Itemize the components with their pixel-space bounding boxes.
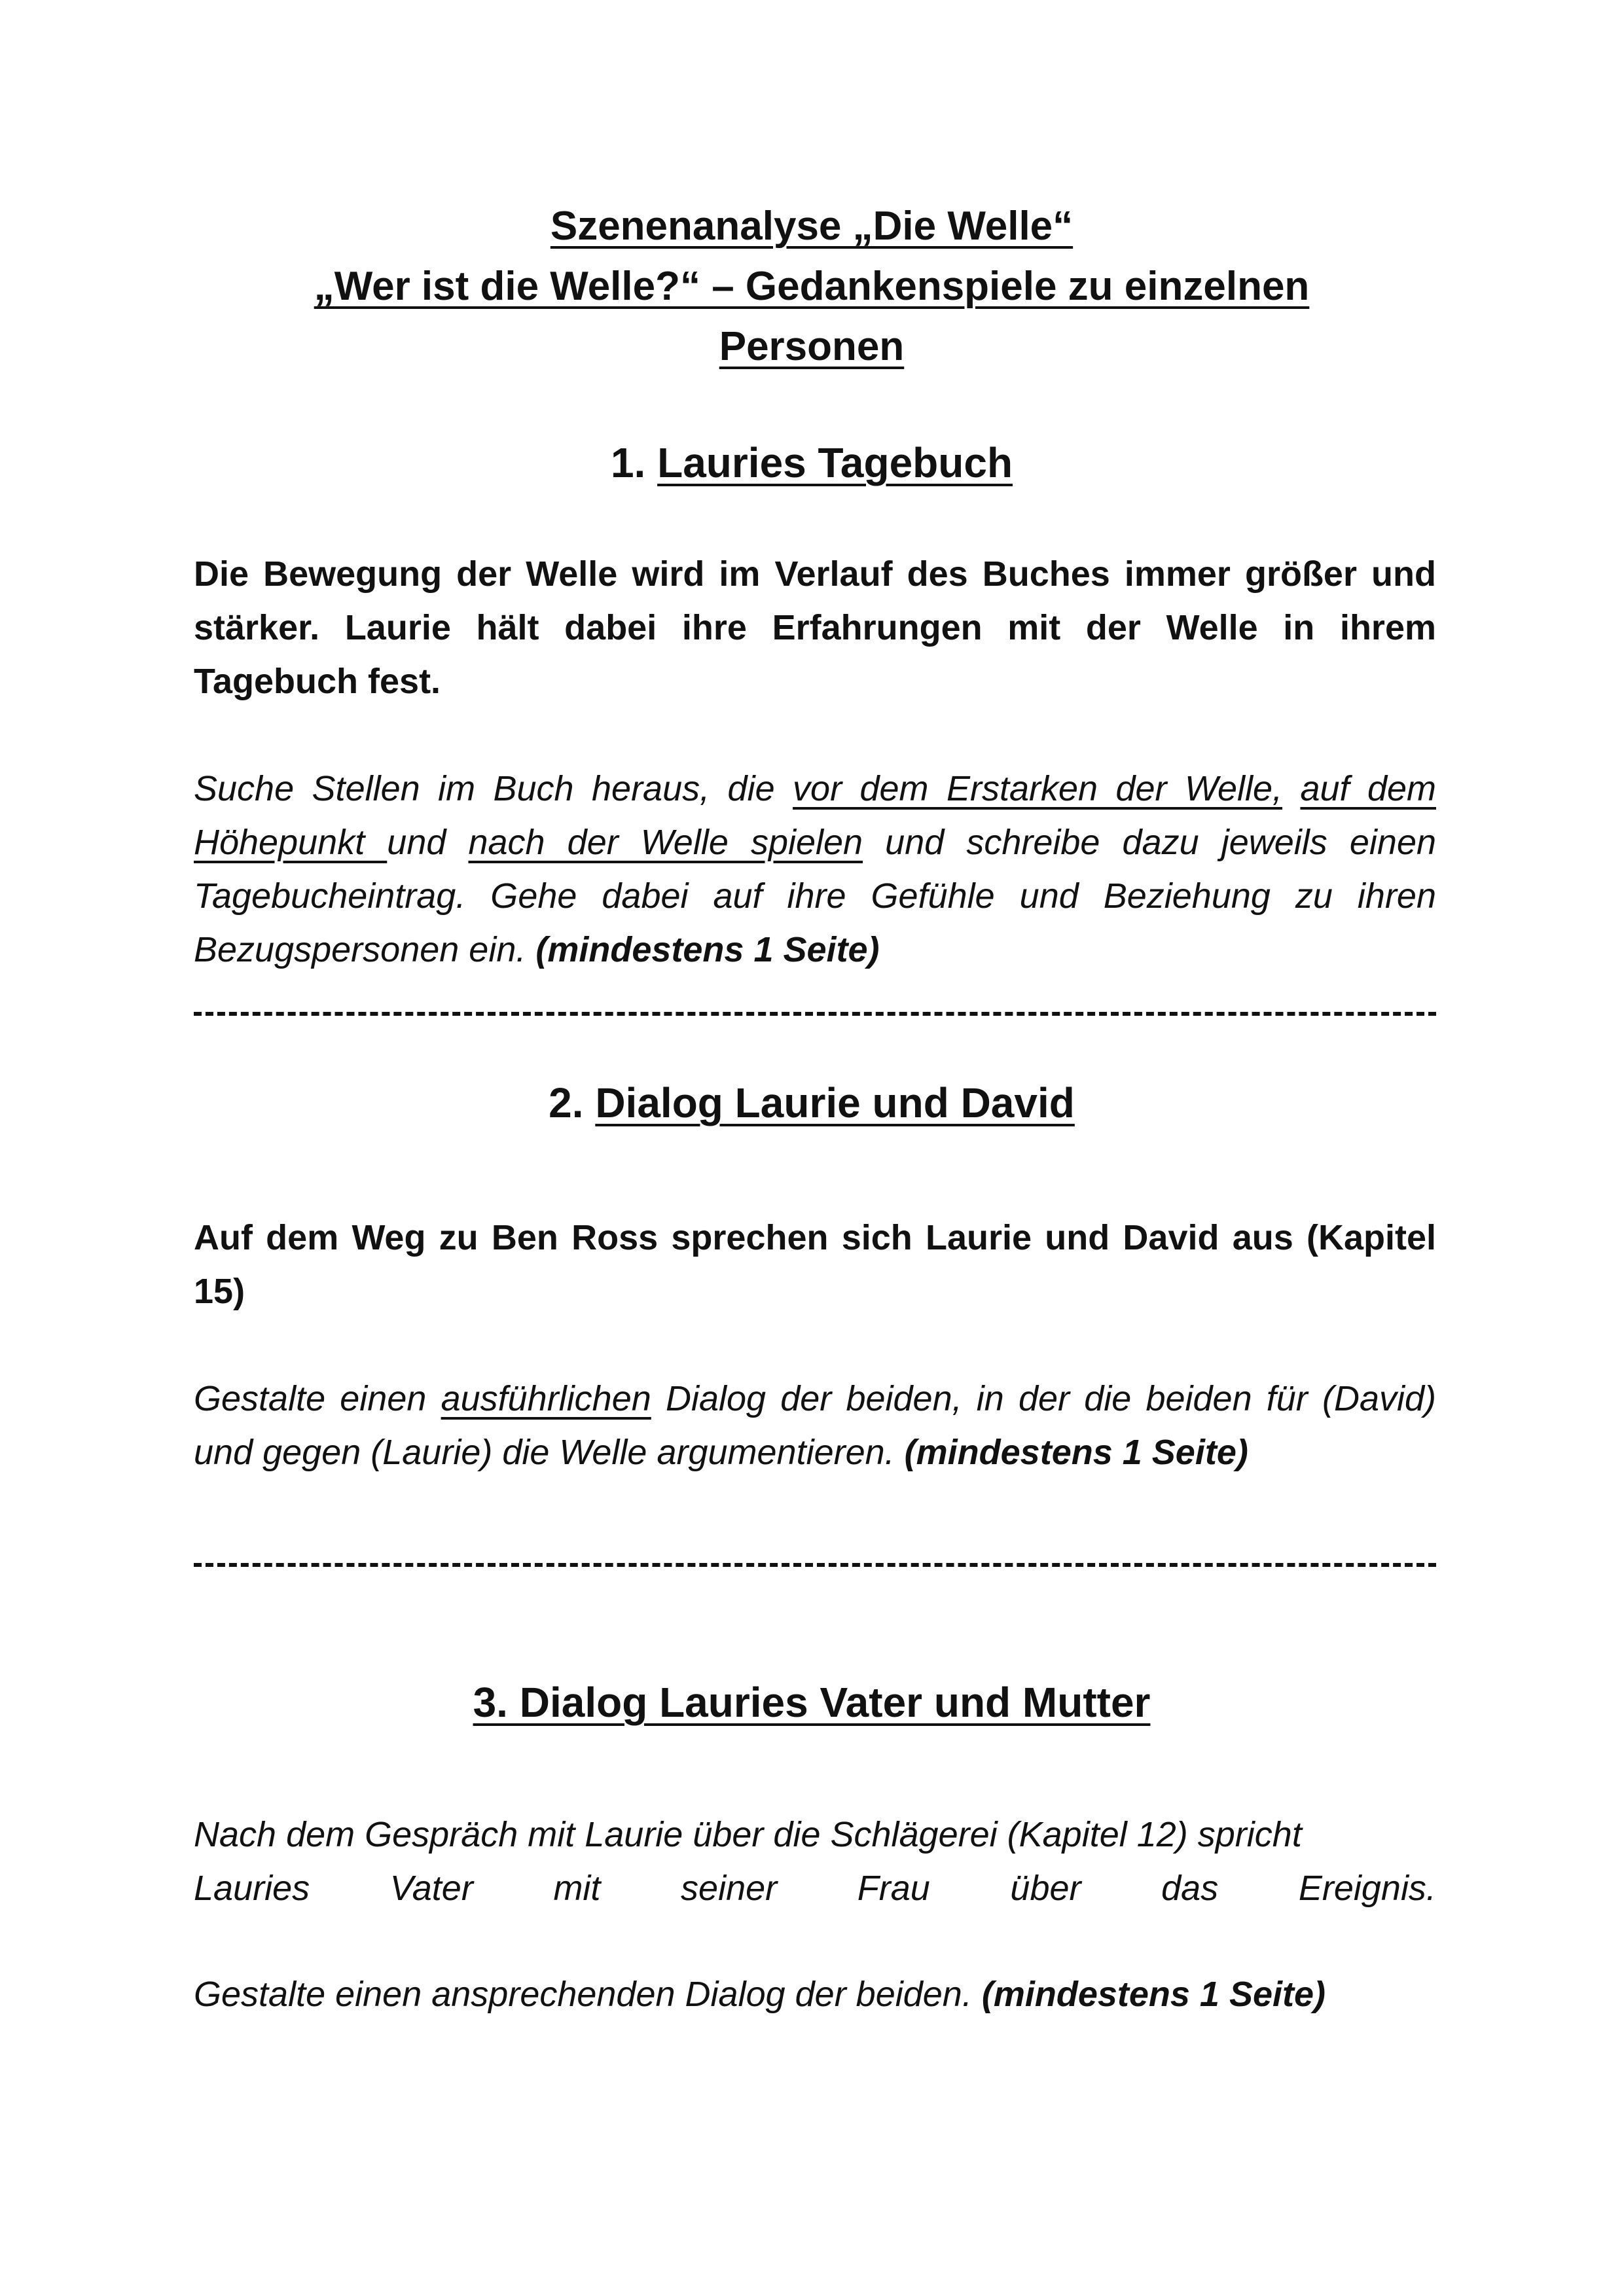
task-minimum-length: (mindestens 1 Seite) xyxy=(535,930,880,969)
section-3-heading xyxy=(170,1673,1453,1732)
situation-line-1: Nach dem Gespräch mit Laurie über die Schlägerei (Kapitel 12) spricht xyxy=(194,1815,1302,1854)
section-2-intro: Auf dem Weg zu Ben Ross sprechen sich Laurie und David aus (Kapitel 15) xyxy=(194,1218,1436,1311)
divider-line xyxy=(194,1012,1436,1016)
divider-line xyxy=(194,1563,1436,1567)
task-underline-before: vor dem Erstarken der Welle, xyxy=(793,769,1283,808)
section-2-task: Gestalte einen ausführlichen Dialog der beiden, in der die beiden für (David) und gegen (Laurie) die Welle argumentieren. (mindestens 1 Seite) xyxy=(194,1379,1436,1472)
task-minimum-length: (mindestens 1 Seite) xyxy=(981,1975,1326,2014)
worksheet-title xyxy=(170,196,1453,377)
section-2-number: 2. xyxy=(549,1079,584,1126)
title-line-2: „Wer ist die Welle?“ – Gedankenspiele zu einzelnen xyxy=(314,264,1310,309)
title-line-3: Personen xyxy=(719,324,905,369)
section-1-task: Suche Stellen im Buch heraus, die vor dem Erstarken der Welle, auf dem Höhepunkt und nach der Welle spielen und schreibe dazu jeweils einen Tagebucheintrag. Gehe dabei auf ihre Gefühle und Beziehung zu ihren Bezugspersonen ein. (mindestens 1 Seite) xyxy=(194,769,1437,969)
section-1-title: Lauries Tagebuch xyxy=(657,439,1013,486)
section-3-title: 3. Dialog Lauries Vater und Mutter xyxy=(473,1679,1151,1726)
situation-line-2: Lauries Vater mit seiner Frau über das Ereignis. xyxy=(194,1869,1436,1908)
section-1-heading xyxy=(170,433,1453,492)
section-1-number: 1. xyxy=(610,439,646,486)
task-underline-after: nach der Welle spielen xyxy=(468,823,863,862)
section-2-title: Dialog Laurie und David xyxy=(595,1079,1075,1126)
section-3-task: Gestalte einen ansprechenden Dialog der beiden. (mindestens 1 Seite) xyxy=(194,1975,1326,2014)
title-line-1: Szenenanalyse „Die Welle“ xyxy=(550,204,1074,249)
task-underline-detailed: ausführlichen xyxy=(441,1379,651,1418)
task-underline-peak: auf dem Höhepunkt xyxy=(194,769,1436,862)
section-2-heading xyxy=(170,1073,1453,1132)
section-1-intro: Die Bewegung der Welle wird im Verlauf des Buches immer größer und stärker. Laurie hält dabei ihre Erfahrungen mit der Welle in ihrem Tagebuch fest. xyxy=(194,554,1436,701)
section-3-situation xyxy=(194,1808,1436,1915)
task-minimum-length: (mindestens 1 Seite) xyxy=(904,1433,1248,1472)
